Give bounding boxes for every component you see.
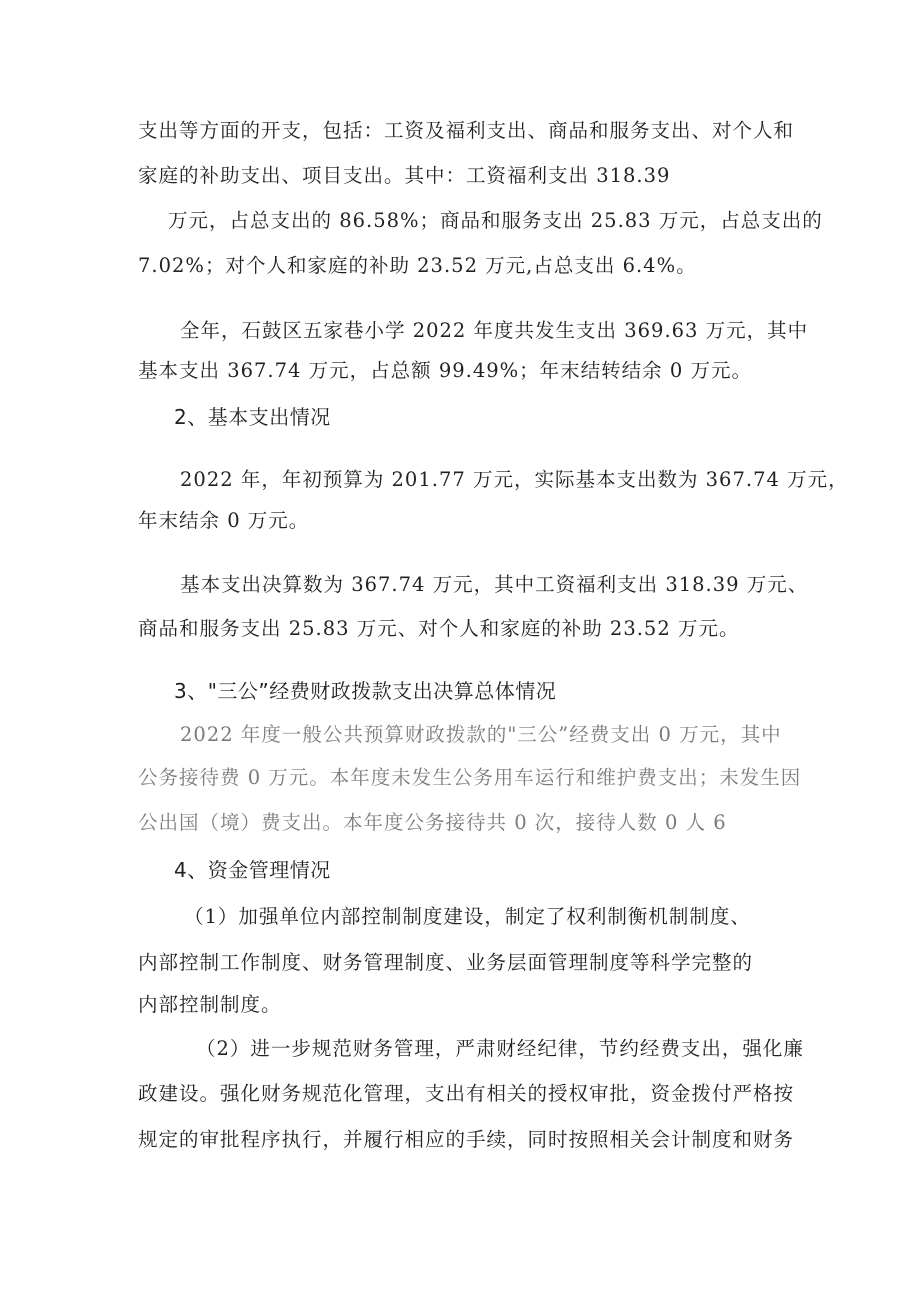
total-line-2: 基本支出 367.74 万元，占总额 99.49%；年末结转结余 0 万元。 xyxy=(138,359,752,382)
intro-line-3: 万元，占总支出的 86.58%；商品和服务支出 25.83 万元，占总支出的 xyxy=(168,209,823,232)
section-4-item-2-line-3: 规定的审批程序执行，并履行相应的手续，同时按照相关会计制度和财务 xyxy=(138,1128,795,1151)
section-4-item-1-line-2: 内部控制工作制度、财务管理制度、业务层面管理制度等科学完整的 xyxy=(138,951,754,974)
section-4-heading: 4、资金管理情况 xyxy=(174,858,331,882)
section-2-p2-line-2: 商品和服务支出 25.83 万元、对个人和家庭的补助 23.52 万元。 xyxy=(138,617,740,640)
section-3-heading: 3、"三公”经费财政拨款支出决算总体情况 xyxy=(174,679,557,703)
intro-line-1: 支出等方面的开支，包括：工资及福利支出、商品和服务支出、对个人和 xyxy=(138,119,795,142)
section-2-p2-line-1: 基本支出决算数为 367.74 万元，其中工资福利支出 318.39 万元、 xyxy=(180,573,809,596)
section-4-item-2-line-2: 政建设。强化财务规范化管理，支出有相关的授权审批，资金拨付严格按 xyxy=(138,1082,795,1105)
section-2-heading: 2、基本支出情况 xyxy=(174,405,331,429)
total-line-1: 全年，石鼓区五家巷小学 2022 年度共发生支出 369.63 万元，其中 xyxy=(180,319,809,342)
section-2-p1-line-1: 2022 年，年初预算为 201.77 万元，实际基本支出数为 367.74 万元， xyxy=(180,468,849,491)
section-3-line-2: 公务接待费 0 万元。本年度未发生公务用车运行和维护费支出；未发生因 xyxy=(138,766,802,789)
intro-line-4: 7.02%；对个人和家庭的补助 23.52 万元,占总支出 6.4%。 xyxy=(138,254,697,277)
intro-line-2: 家庭的补助支出、项目支出。其中：工资福利支出 318.39 xyxy=(138,164,671,187)
section-4-item-1-line-3: 内部控制制度。 xyxy=(138,993,282,1016)
section-4-item-2-line-1: （2）进一步规范财务管理，严肃财经纪律，节约经费支出，强化廉 xyxy=(196,1037,804,1060)
section-3-line-3: 公出国（境）费支出。本年度公务接待共 0 次，接待人数 0 人 6 xyxy=(138,811,727,834)
section-3-line-1: 2022 年度一般公共预算财政拨款的"三公”经费支出 0 万元，其中 xyxy=(180,723,782,746)
section-4-item-1-line-1: （1）加强单位内部控制制度建设，制定了权利制衡机制制度、 xyxy=(184,905,751,928)
section-2-p1-line-2: 年末结余 0 万元。 xyxy=(138,509,310,532)
